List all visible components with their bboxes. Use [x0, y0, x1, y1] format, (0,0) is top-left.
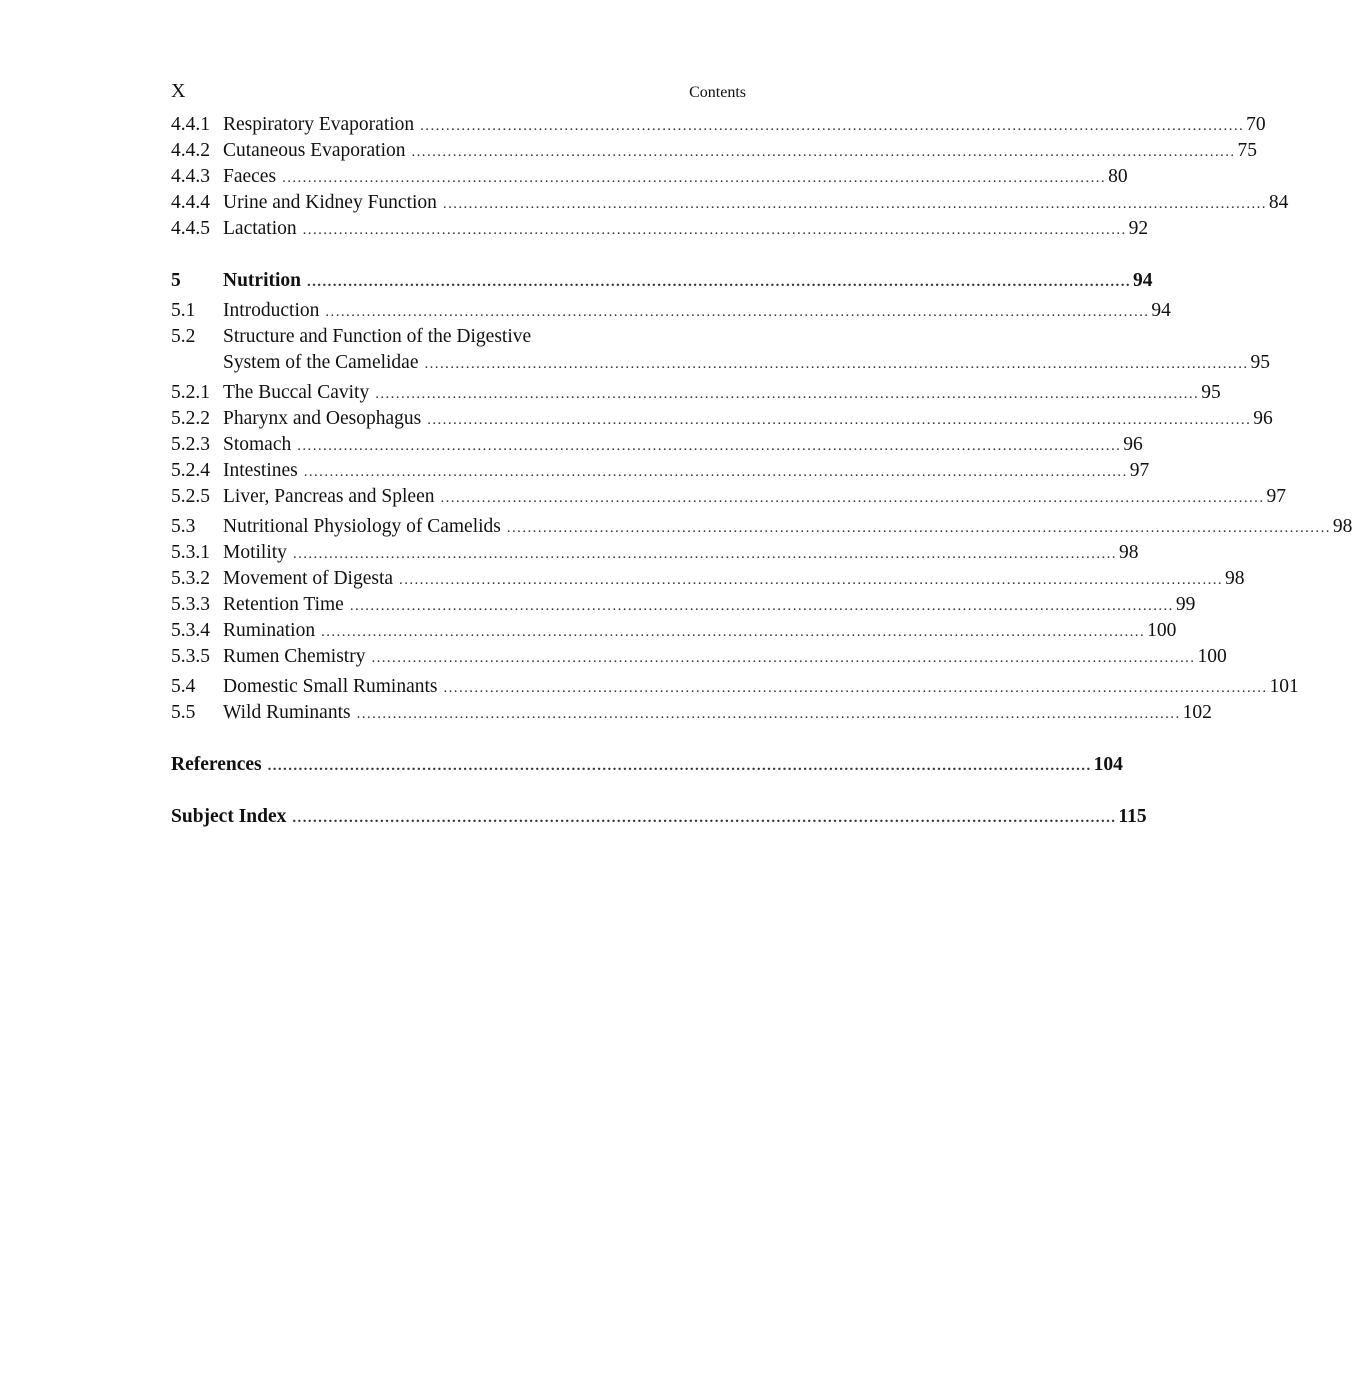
entry-page: 115 — [1118, 806, 1147, 827]
dot-leader: ................................................................................................................................................................ — [307, 274, 1131, 290]
entry-title: Pharynx and Oesophagus — [223, 408, 422, 429]
entry-title: Liver, Pancreas and Spleen — [223, 486, 435, 507]
entry-title: Retention Time — [223, 594, 344, 615]
toc-entry-4-4-3[interactable] — [171, 164, 1128, 190]
entry-page: 96 — [1123, 434, 1143, 455]
entry-number: 5.3 — [171, 516, 196, 537]
dot-leader: ................................................................................................................................................................ — [282, 170, 1107, 186]
dot-leader: ................................................................................................................................................................ — [440, 490, 1265, 506]
entry-title: System of the Camelidae — [223, 352, 419, 373]
dot-leader: ................................................................................................................................................................ — [356, 706, 1181, 722]
entry-page: 94 — [1151, 300, 1171, 321]
entry-page: 80 — [1108, 166, 1128, 187]
entry-title: Cutaneous Evaporation — [223, 140, 406, 161]
dot-leader: ................................................................................................................................................................ — [321, 624, 1146, 640]
entry-number: 4.4.5 — [171, 218, 210, 239]
entry-page: 97 — [1129, 460, 1150, 481]
entry-number: 5.2.5 — [171, 486, 210, 507]
entry-title: Rumen Chemistry — [223, 646, 366, 667]
entry-title: Subject Index — [171, 806, 287, 827]
entry-number: 4.4.2 — [171, 140, 210, 161]
dot-leader: ................................................................................................................................................................ — [443, 680, 1268, 696]
entry-number: 5.2.2 — [171, 408, 210, 429]
dot-leader: ................................................................................................................................................................ — [302, 222, 1127, 238]
entry-title: Motility — [223, 542, 287, 563]
entry-page: 99 — [1175, 594, 1196, 615]
entry-title: Urine and Kidney Function — [223, 192, 437, 213]
entry-number: 4.4.3 — [171, 166, 210, 187]
entry-number: 5.5 — [171, 702, 196, 723]
toc-entry-4-4-2[interactable] — [171, 138, 1257, 164]
entry-page: 98 — [1118, 542, 1139, 563]
entry-page: 75 — [1237, 140, 1257, 161]
entry-page: 96 — [1253, 408, 1273, 429]
entry-title: Wild Ruminants — [223, 702, 351, 723]
toc-entry-5-1[interactable] — [171, 298, 1171, 324]
dot-leader: ................................................................................................................................................................ — [349, 598, 1174, 614]
toc-references[interactable] — [171, 752, 1123, 778]
toc-entry-5-3-1[interactable] — [171, 540, 1139, 566]
toc-entry-4-4-5[interactable] — [171, 216, 1149, 242]
dot-leader: ................................................................................................................................................................ — [375, 386, 1200, 402]
dot-leader: ................................................................................................................................................................ — [427, 412, 1252, 428]
entry-title: Faeces — [223, 166, 277, 187]
entry-title: Lactation — [223, 218, 297, 239]
dot-leader: ................................................................................................................................................................ — [292, 810, 1117, 826]
dot-leader: ................................................................................................................................................................ — [297, 438, 1122, 454]
running-head — [171, 80, 746, 108]
toc-entry-5-2-3[interactable] — [171, 432, 1143, 458]
entry-number: 5.2.3 — [171, 434, 210, 455]
page-folio: X — [171, 80, 186, 102]
entry-page: 100 — [1147, 620, 1177, 641]
entry-page: 101 — [1269, 676, 1299, 697]
toc-entry-5-3-5[interactable] — [171, 644, 1227, 670]
toc-entry-5-2-2[interactable] — [171, 406, 1273, 432]
entry-page: 100 — [1197, 646, 1227, 667]
entry-page: 97 — [1266, 486, 1286, 507]
entry-number: 5 — [171, 270, 181, 291]
entry-page: 104 — [1093, 754, 1123, 775]
toc-entry-5-3-2[interactable] — [171, 566, 1245, 592]
entry-title: Introduction — [223, 300, 320, 321]
entry-number: 5.3.1 — [171, 542, 210, 563]
entry-title: Stomach — [223, 434, 292, 455]
entry-page: 92 — [1128, 218, 1149, 239]
dot-leader: ................................................................................................................................................................ — [424, 356, 1249, 372]
entry-page: 98 — [1225, 568, 1245, 589]
dot-leader: ................................................................................................................................................................ — [371, 650, 1196, 666]
entry-page: 84 — [1268, 192, 1289, 213]
entry-number: 5.1 — [171, 300, 196, 321]
entry-page: 102 — [1182, 702, 1212, 723]
entry-title: The Buccal Cavity — [223, 382, 370, 403]
entry-title: Structure and Function of the Digestive — [223, 326, 532, 347]
entry-title: Nutritional Physiology of Camelids — [223, 516, 501, 537]
toc-entry-5-2-5[interactable] — [171, 484, 1286, 510]
entry-number: 5.3.3 — [171, 594, 210, 615]
dot-leader: ................................................................................................................................................................ — [325, 304, 1150, 320]
entry-number: 5.3.4 — [171, 620, 210, 641]
entry-title: Rumination — [223, 620, 316, 641]
toc-entry-5-4[interactable] — [171, 674, 1299, 700]
entry-number: 5.3.2 — [171, 568, 210, 589]
entry-page: 95 — [1250, 352, 1270, 373]
entry-number: 5.4 — [171, 676, 196, 697]
dot-leader: ................................................................................................................................................................ — [411, 144, 1236, 160]
dot-leader: ................................................................................................................................................................ — [506, 520, 1331, 536]
dot-leader: ................................................................................................................................................................ — [292, 546, 1117, 562]
entry-title: Nutrition — [223, 270, 301, 291]
entry-number: 4.4.4 — [171, 192, 210, 213]
entry-page: 98 — [1332, 516, 1352, 537]
toc-entry-5-2-continued[interactable] — [171, 350, 1270, 376]
entry-title: Intestines — [223, 460, 298, 481]
toc-entry-5-5[interactable] — [171, 700, 1212, 726]
running-head-title: Contents — [689, 84, 746, 101]
toc-entry-5-2-4[interactable] — [171, 458, 1150, 484]
dot-leader: ................................................................................................................................................................ — [420, 118, 1245, 134]
entry-page: 94 — [1133, 270, 1153, 291]
entry-title: References — [171, 754, 262, 775]
dot-leader: ................................................................................................................................................................ — [303, 464, 1128, 480]
entry-page: 95 — [1201, 382, 1221, 403]
entry-number: 5.2 — [171, 326, 196, 347]
dot-leader: ................................................................................................................................................................ — [399, 572, 1224, 588]
entry-title: Domestic Small Ruminants — [223, 676, 438, 697]
toc-entry-5-3-4[interactable] — [171, 618, 1177, 644]
table-of-contents — [171, 112, 1352, 830]
entry-title: Respiratory Evaporation — [223, 114, 415, 135]
entry-number: 5.2.1 — [171, 382, 210, 403]
toc-entry-4-4-1[interactable] — [171, 112, 1266, 138]
entry-number: 5.2.4 — [171, 460, 210, 481]
toc-entry-5-3-3[interactable] — [171, 592, 1196, 618]
toc-entry-5-3[interactable] — [171, 514, 1352, 540]
toc-entry-5-2-1[interactable] — [171, 380, 1221, 406]
entry-number: 4.4.1 — [171, 114, 210, 135]
toc-entry-5-2[interactable] — [171, 324, 746, 350]
dot-leader: ................................................................................................................................................................ — [442, 196, 1267, 212]
dot-leader: ................................................................................................................................................................ — [267, 758, 1092, 774]
entry-page: 70 — [1246, 114, 1266, 135]
toc-entry-4-4-4[interactable] — [171, 190, 1289, 216]
toc-subject-index[interactable] — [171, 804, 1147, 830]
entry-number: 5.3.5 — [171, 646, 210, 667]
toc-chapter-5[interactable] — [171, 268, 1153, 294]
entry-title: Movement of Digesta — [223, 568, 394, 589]
